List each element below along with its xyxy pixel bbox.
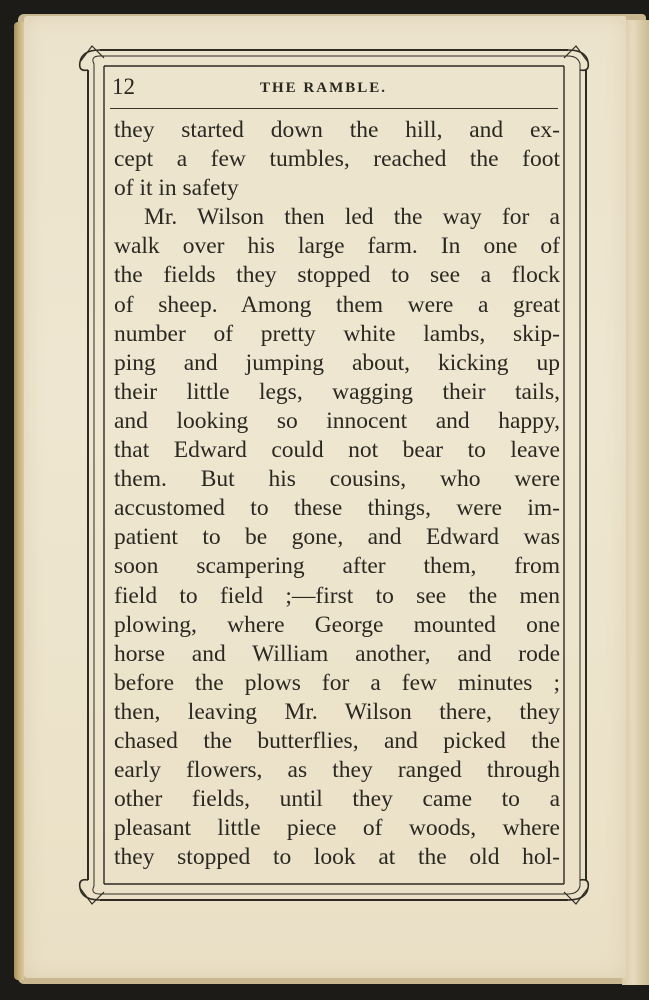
text-line: cept a few tumbles, reached the foot — [114, 146, 560, 173]
text-line: then, leaving Mr. Wilson there, they — [114, 698, 560, 725]
text-line: horse and William another, and rode — [114, 640, 560, 667]
running-title: THE RAMBLE. — [260, 80, 388, 96]
text-line: of sheep. Among them were a great — [114, 291, 560, 318]
text-line: that Edward could not bear to leave — [114, 437, 560, 464]
text-line: their little legs, wagging their tails, — [114, 378, 560, 405]
text-line: pleasant little piece of woods, where — [114, 815, 560, 842]
text-line: number of pretty white lambs, skip- — [114, 320, 560, 347]
header-rule — [110, 108, 558, 109]
text-line: field to field ;—first to see the men — [114, 582, 560, 609]
text-line: of it in safety — [114, 175, 239, 202]
text-line: early flowers, as they ranged through — [114, 757, 560, 784]
text-line: other fields, until they came to a — [114, 786, 560, 813]
text-line: and looking so innocent and happy, — [114, 407, 560, 434]
text-line: ping and jumping about, kicking up — [114, 349, 560, 376]
text-line: they started down the hill, and ex- — [114, 117, 560, 143]
body-text — [114, 116, 560, 872]
text-line: patient to be gone, and Edward was — [114, 524, 560, 551]
text-line: walk over his large farm. In one of — [114, 233, 560, 260]
text-line: they stopped to look at the old hol- — [114, 844, 560, 871]
text-line: before the plows for a few minutes ; — [114, 669, 560, 696]
text-line: plowing, where George mounted one — [114, 611, 560, 638]
text-line: accustomed to these things, were im- — [114, 495, 560, 522]
text-line: chased the butterflies, and picked the — [114, 727, 560, 754]
page-number: 12 — [112, 74, 135, 99]
text-line: Mr. Wilson then led the way for a — [144, 204, 560, 231]
text-line: them. But his cousins, who were — [114, 466, 560, 493]
text-line: the fields they stopped to see a flock — [114, 262, 560, 289]
running-head — [110, 74, 556, 108]
text-line: soon scampering after them, from — [114, 553, 560, 580]
